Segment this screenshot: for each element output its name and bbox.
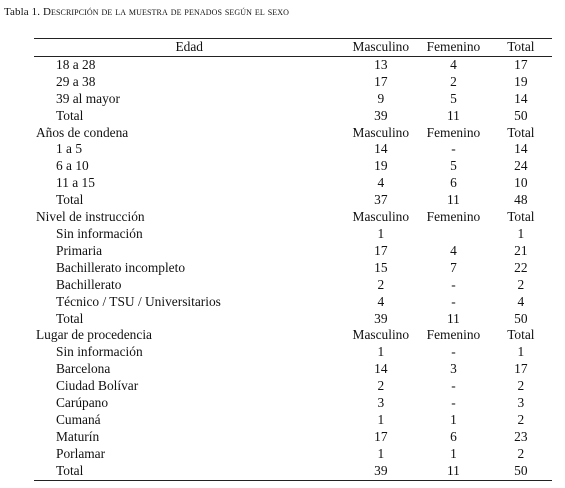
row-total: 2 (517, 445, 525, 461)
table-row (34, 395, 552, 412)
row-total: 4 (517, 293, 525, 309)
row-masculino: 2 (377, 378, 385, 394)
table-row (34, 463, 552, 480)
table-caption-label: Tabla 1. (4, 6, 41, 18)
row-masculino: 1 (377, 225, 385, 241)
table-row (34, 141, 552, 158)
row-masculino: 37 (374, 192, 388, 208)
row-femenino (417, 226, 490, 243)
row-label: 39 al mayor (56, 90, 120, 106)
row-femenino: 4 (450, 242, 457, 258)
row-masculino: 17 (374, 242, 388, 258)
row-label: Bachillerato (56, 276, 122, 292)
row-femenino: 2 (450, 73, 457, 89)
table-row (34, 311, 552, 328)
row-masculino: 39 (374, 462, 388, 478)
row-masculino: 14 (374, 361, 388, 377)
table-row (34, 277, 552, 294)
row-total: 2 (517, 276, 525, 292)
row-label: 29 a 38 (56, 73, 96, 89)
row-femenino: Femenino (426, 327, 481, 343)
row-label: Porlamar (56, 445, 106, 461)
row-label: Sin información (56, 225, 143, 241)
row-femenino: - (451, 293, 456, 309)
row-total: 50 (514, 107, 528, 123)
row-femenino: - (451, 141, 456, 157)
table-row (34, 260, 552, 277)
row-masculino: 15 (374, 259, 388, 275)
row-label: Total (56, 462, 84, 478)
table-section-header-row (34, 125, 552, 142)
row-masculino: 39 (374, 310, 388, 326)
row-femenino: 11 (446, 310, 460, 326)
row-masculino: 1 (377, 445, 385, 461)
table-row (34, 429, 552, 446)
row-masculino: 14 (374, 141, 388, 157)
row-masculino: Masculino (352, 209, 410, 225)
table-row (34, 243, 552, 260)
row-masculino: 1 (377, 411, 385, 427)
row-femenino: 3 (450, 361, 457, 377)
table-caption-text: Descripción de la muestra de penados según el sexo (42, 6, 290, 18)
table-row (34, 226, 552, 243)
row-label: Maturín (56, 428, 100, 444)
row-femenino: 6 (450, 428, 457, 444)
row-label: Ciudad Bolívar (56, 378, 139, 394)
table-row (34, 56, 552, 73)
row-femenino: - (451, 378, 456, 394)
row-femenino: Femenino (426, 124, 481, 140)
row-femenino: 11 (446, 462, 460, 478)
row-total: 14 (514, 90, 528, 106)
row-label: 6 a 10 (56, 158, 89, 174)
row-total: 21 (514, 242, 528, 258)
row-total: Total (507, 124, 535, 140)
row-femenino: 1 (450, 411, 457, 427)
row-total: 19 (514, 73, 528, 89)
row-label: Cumaná (56, 411, 101, 427)
table-row (34, 361, 552, 378)
table-row (34, 294, 552, 311)
row-total: 3 (517, 395, 525, 411)
row-masculino: Masculino (352, 327, 410, 343)
table-row (34, 74, 552, 91)
row-masculino: 1 (377, 344, 385, 360)
row-total: 50 (514, 310, 528, 326)
row-femenino: - (451, 395, 456, 411)
row-label: Bachillerato incompleto (56, 259, 186, 275)
header-masculino: Masculino (352, 39, 410, 54)
table-caption (4, 6, 289, 18)
row-masculino: 4 (377, 175, 385, 191)
row-label: Años de condena (36, 124, 129, 140)
table-section-header-row (34, 327, 552, 344)
row-masculino: 3 (377, 395, 385, 411)
table-row (34, 446, 552, 463)
table-row (34, 91, 552, 108)
row-femenino: 11 (446, 192, 460, 208)
table-row (34, 378, 552, 395)
row-masculino: 17 (374, 73, 388, 89)
row-total: 14 (514, 141, 528, 157)
row-masculino: 39 (374, 107, 388, 123)
row-label: Nivel de instrucción (36, 209, 145, 225)
row-total: 1 (517, 344, 525, 360)
header-femenino: Femenino (426, 39, 481, 54)
row-masculino: 4 (377, 293, 385, 309)
row-femenino: - (451, 344, 456, 360)
header-edad: Edad (175, 39, 203, 54)
table-row (34, 192, 552, 209)
row-femenino: 7 (450, 259, 457, 275)
row-total: 50 (514, 462, 528, 478)
row-total: 2 (517, 378, 525, 394)
row-total: 17 (514, 361, 528, 377)
row-label: Barcelona (56, 361, 111, 377)
row-label: Lugar de procedencia (36, 327, 152, 343)
row-total: 10 (514, 175, 528, 191)
row-masculino: 9 (377, 90, 385, 106)
header-total: Total (507, 39, 535, 54)
row-total: Total (507, 327, 535, 343)
row-masculino: 13 (374, 56, 388, 72)
row-label: Total (56, 310, 84, 326)
row-total: 22 (514, 259, 528, 275)
row-masculino: 17 (374, 428, 388, 444)
table-section-header-row (34, 209, 552, 226)
row-label: Carúpano (56, 395, 109, 411)
row-masculino: 2 (377, 276, 385, 292)
row-label: 18 a 28 (56, 56, 96, 72)
row-total: 24 (514, 158, 528, 174)
table-row (34, 108, 552, 125)
row-label: Total (56, 192, 84, 208)
table-row (34, 158, 552, 175)
row-label: 11 a 15 (56, 175, 95, 191)
table-header-row (34, 39, 552, 57)
row-total: 23 (514, 428, 528, 444)
row-masculino: 19 (374, 158, 388, 174)
row-femenino: Femenino (426, 209, 481, 225)
row-femenino: 4 (450, 56, 457, 72)
table-row (34, 412, 552, 429)
row-femenino: 6 (450, 175, 457, 191)
row-femenino: - (451, 276, 456, 292)
row-label: 1 a 5 (56, 141, 83, 157)
row-total: 48 (514, 192, 528, 208)
row-femenino: 11 (446, 107, 460, 123)
row-total: 2 (517, 411, 525, 427)
row-total: Total (507, 209, 535, 225)
row-femenino: 1 (450, 445, 457, 461)
row-femenino: 5 (450, 90, 457, 106)
table-row (34, 344, 552, 361)
row-label: Sin información (56, 344, 143, 360)
row-total: 17 (514, 56, 528, 72)
row-masculino: Masculino (352, 124, 410, 140)
row-label: Total (56, 107, 84, 123)
sample-description-table (34, 38, 552, 481)
row-total: 1 (517, 225, 525, 241)
row-femenino: 5 (450, 158, 457, 174)
row-label: Primaria (56, 242, 103, 258)
table-row (34, 175, 552, 192)
row-label: Técnico / TSU / Universitarios (56, 293, 221, 309)
table-body (34, 56, 552, 480)
